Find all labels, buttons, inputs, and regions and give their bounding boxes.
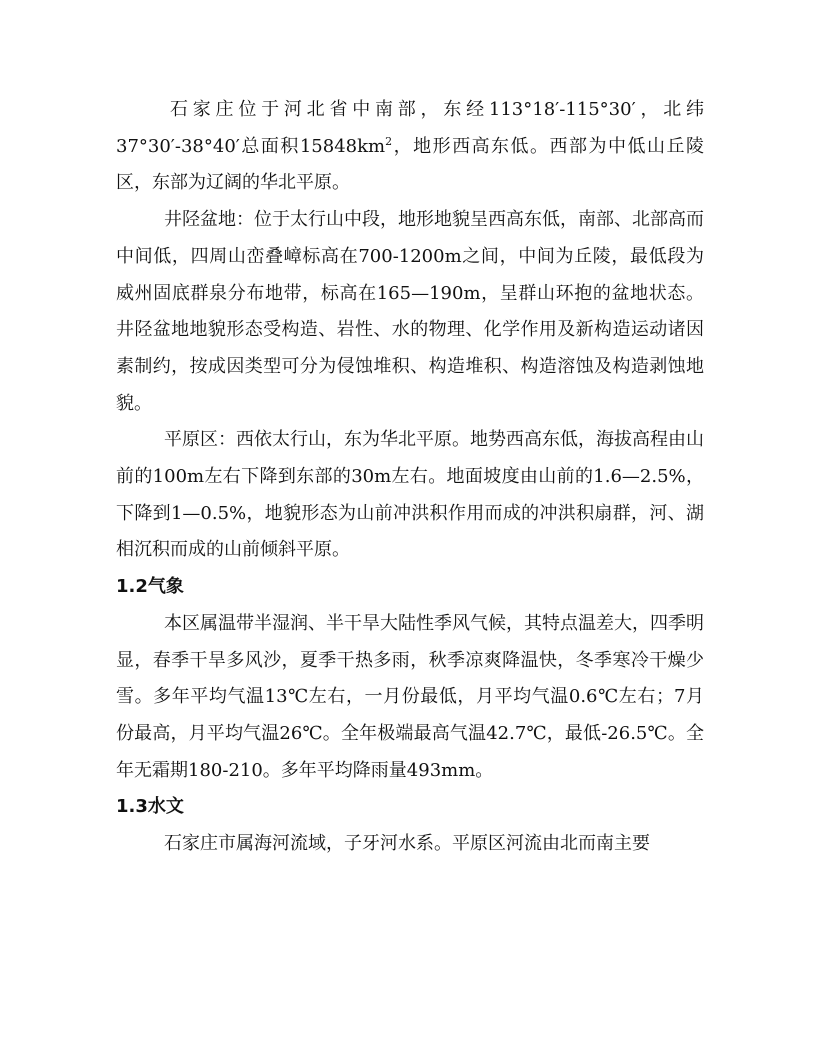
- paragraph-plain-area: 平原区：西依太行山，东为华北平原。地势西高东低，海拔高程由山前的100m左右下降到东部的30m左右。地面坡度由山前的1.6—2.5%，下降到1—0.5%，地貌形态为山前冲洪积作用而成的冲洪积扇群，河、湖相沉积而成的山前倾斜平原。: [116, 429, 704, 561]
- document-body: [116, 92, 704, 863]
- heading-hydrology: 1.3水文: [116, 796, 184, 818]
- paragraph-location-text-end: ，地形西高东低。西部为中低山丘陵区，东部为辽阔的华北平原。: [116, 135, 705, 194]
- heading-climate: 1.2气象: [116, 576, 184, 598]
- paragraph-jingxing-basin: 井陉盆地：位于太行山中段，地形地貌呈西高东低，南部、北部高而中间低，四周山峦叠嶂标高在700-1200m之间，中间为丘陵，最低段为威州固底群泉分布地带，标高在165—190m，呈群山环抱的盆地状态。井陉盆地地貌形态受构造、岩性、水的物理、化学作用及新构造运动诸因素制约，按成因类型可分为侵蚀堆积、构造堆积、构造溶蚀及构造剥蚀地貌。: [116, 209, 704, 414]
- paragraph-location-text: 石家庄位于河北省中南部，东经113°18′-115°30′，北纬37°30′-38°40′总面积15848km: [116, 99, 704, 157]
- paragraph-location: [116, 92, 704, 202]
- paragraph-climate: 本区属温带半湿润、半干旱大陆性季风气候，其特点温差大，四季明显，春季干旱多风沙，夏季干热多雨，秋季凉爽降温快，冬季寒冷干燥少雪。多年平均气温13℃左右，一月份最低，月平均气温0.6℃左右；7月份最高，月平均气温26℃。全年极端最高气温42.7℃，最低-26.5℃。全年无霜期180-210。多年平均降雨量493mm。: [116, 612, 704, 781]
- paragraph-hydrology: 石家庄市属海河流域，子牙河水系。平原区河流由北而南主要: [164, 833, 650, 855]
- superscript-2: 2: [385, 134, 393, 148]
